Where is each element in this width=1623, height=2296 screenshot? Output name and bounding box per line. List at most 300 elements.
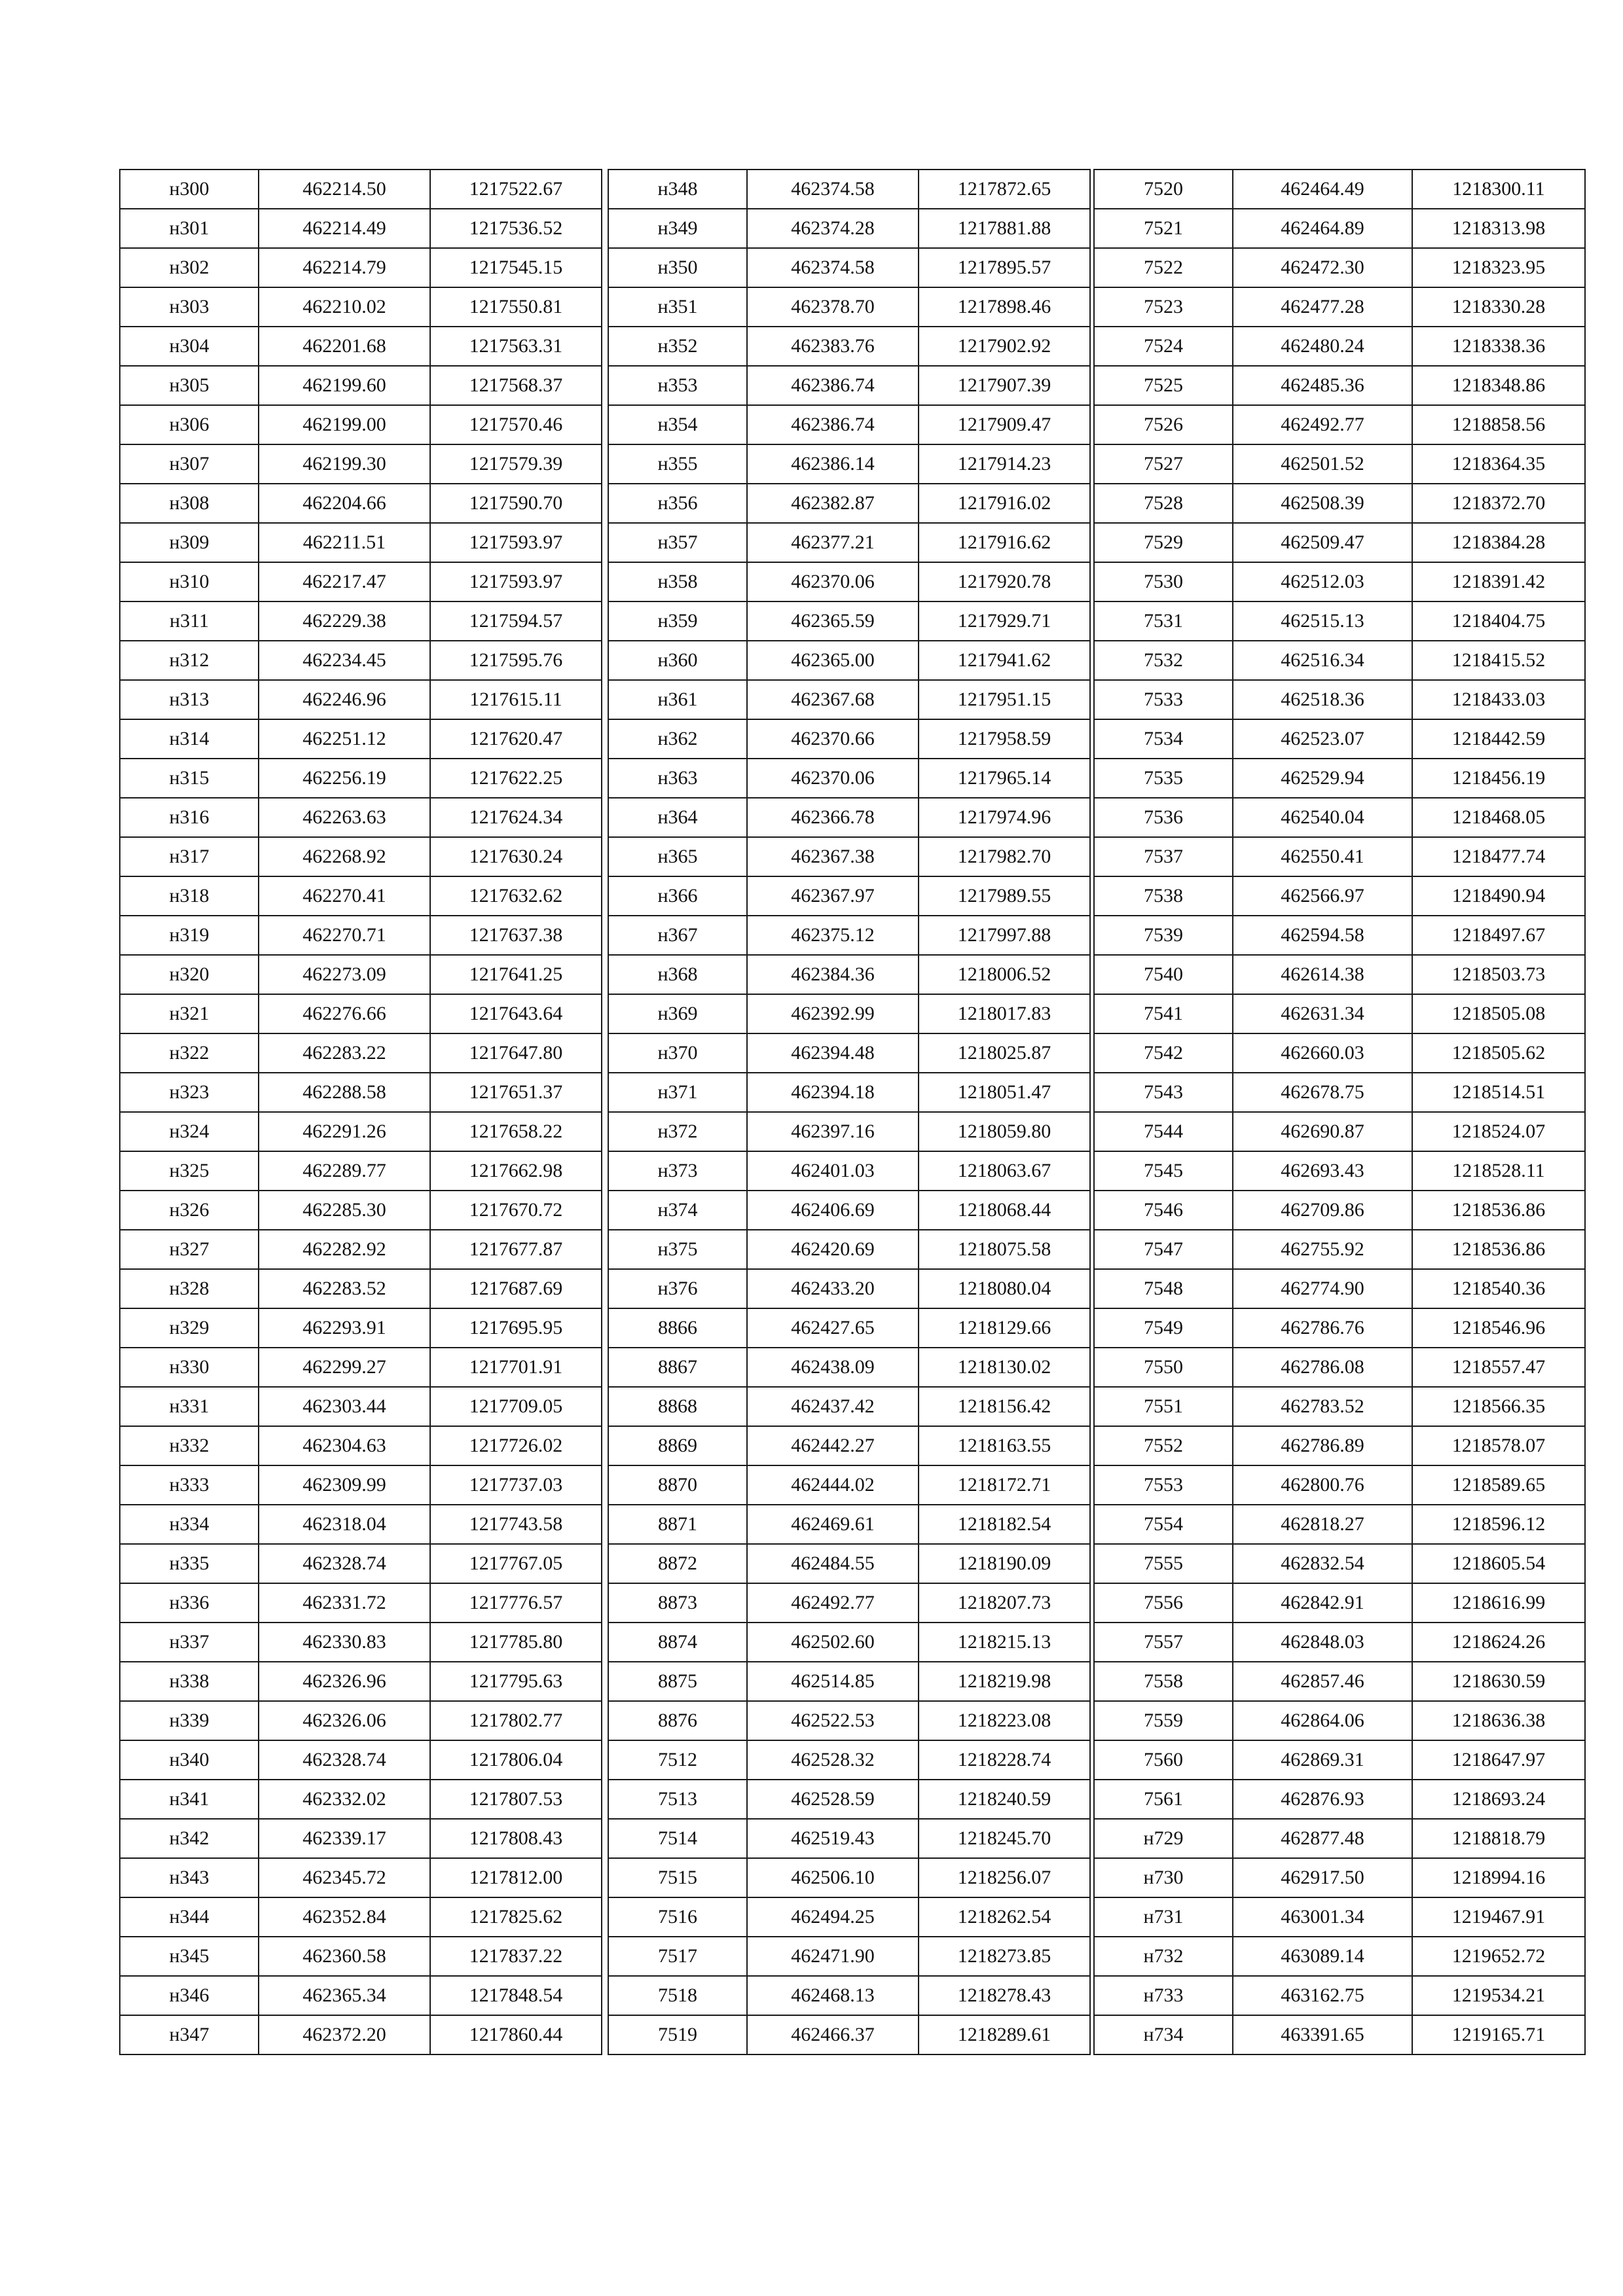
y-coordinate-cell: 1218223.08 xyxy=(919,1701,1090,1740)
table-row xyxy=(1094,1819,1585,1858)
point-id-cell: 7561 xyxy=(1094,1780,1233,1819)
x-coordinate-cell: 462273.09 xyxy=(259,955,430,994)
y-coordinate-cell: 1218528.11 xyxy=(1412,1151,1585,1191)
y-coordinate-cell: 1217909.47 xyxy=(919,405,1090,444)
coordinates-table-3 xyxy=(1093,169,1586,2055)
x-coordinate-cell: 462848.03 xyxy=(1233,1623,1412,1662)
x-coordinate-cell: 462406.69 xyxy=(747,1191,919,1230)
point-id-cell: н366 xyxy=(608,876,747,916)
y-coordinate-cell: 1217651.37 xyxy=(430,1073,602,1112)
x-coordinate-cell: 462365.34 xyxy=(259,1976,430,2015)
x-coordinate-cell: 462345.72 xyxy=(259,1858,430,1897)
point-id-cell: 7514 xyxy=(608,1819,747,1858)
point-id-cell: н319 xyxy=(120,916,259,955)
point-id-cell: н363 xyxy=(608,759,747,798)
table-row xyxy=(1094,837,1585,876)
point-id-cell: 7517 xyxy=(608,1937,747,1976)
y-coordinate-cell: 1218051.47 xyxy=(919,1073,1090,1112)
table-row xyxy=(1094,1937,1585,1976)
point-id-cell: н313 xyxy=(120,680,259,719)
y-coordinate-cell: 1218415.52 xyxy=(1412,641,1585,680)
y-coordinate-cell: 1218536.86 xyxy=(1412,1191,1585,1230)
table-row xyxy=(1094,405,1585,444)
x-coordinate-cell: 462332.02 xyxy=(259,1780,430,1819)
point-id-cell: 7532 xyxy=(1094,641,1233,680)
x-coordinate-cell: 462755.92 xyxy=(1233,1230,1412,1269)
table-row xyxy=(120,1230,602,1269)
table-row xyxy=(120,1426,602,1465)
point-id-cell: 7556 xyxy=(1094,1583,1233,1623)
x-coordinate-cell: 462276.66 xyxy=(259,994,430,1033)
y-coordinate-cell: 1218330.28 xyxy=(1412,287,1585,327)
y-coordinate-cell: 1217641.25 xyxy=(430,955,602,994)
table-row xyxy=(120,759,602,798)
table-row xyxy=(120,916,602,955)
x-coordinate-cell: 462438.09 xyxy=(747,1348,919,1387)
table-row xyxy=(120,1819,602,1858)
point-id-cell: н348 xyxy=(608,170,747,209)
point-id-cell: н305 xyxy=(120,366,259,405)
y-coordinate-cell: 1217958.59 xyxy=(919,719,1090,759)
table-row xyxy=(608,287,1090,327)
table-row xyxy=(120,1937,602,1976)
y-coordinate-cell: 1218163.55 xyxy=(919,1426,1090,1465)
y-coordinate-cell: 1218557.47 xyxy=(1412,1348,1585,1387)
x-coordinate-cell: 462519.43 xyxy=(747,1819,919,1858)
x-coordinate-cell: 462370.66 xyxy=(747,719,919,759)
point-id-cell: 7521 xyxy=(1094,209,1233,248)
x-coordinate-cell: 462256.19 xyxy=(259,759,430,798)
table-row xyxy=(120,1348,602,1387)
y-coordinate-cell: 1217622.25 xyxy=(430,759,602,798)
y-coordinate-cell: 1218228.74 xyxy=(919,1740,1090,1780)
table-row xyxy=(1094,1151,1585,1191)
table-row xyxy=(608,2015,1090,2054)
table-row xyxy=(120,1583,602,1623)
y-coordinate-cell: 1217637.38 xyxy=(430,916,602,955)
y-coordinate-cell: 1217837.22 xyxy=(430,1937,602,1976)
point-id-cell: н339 xyxy=(120,1701,259,1740)
y-coordinate-cell: 1218540.36 xyxy=(1412,1269,1585,1308)
x-coordinate-cell: 462251.12 xyxy=(259,719,430,759)
point-id-cell: 8876 xyxy=(608,1701,747,1740)
y-coordinate-cell: 1218605.54 xyxy=(1412,1544,1585,1583)
point-id-cell: н357 xyxy=(608,523,747,562)
x-coordinate-cell: 462283.22 xyxy=(259,1033,430,1073)
x-coordinate-cell: 462289.77 xyxy=(259,1151,430,1191)
x-coordinate-cell: 462375.12 xyxy=(747,916,919,955)
y-coordinate-cell: 1217620.47 xyxy=(430,719,602,759)
table-row xyxy=(1094,1583,1585,1623)
table-row xyxy=(120,719,602,759)
y-coordinate-cell: 1217743.58 xyxy=(430,1505,602,1544)
x-coordinate-cell: 462877.48 xyxy=(1233,1819,1412,1858)
point-id-cell: н317 xyxy=(120,837,259,876)
y-coordinate-cell: 1217767.05 xyxy=(430,1544,602,1583)
table-row xyxy=(1094,759,1585,798)
x-coordinate-cell: 462328.74 xyxy=(259,1544,430,1583)
table-row xyxy=(1094,1426,1585,1465)
table-row xyxy=(120,1191,602,1230)
x-coordinate-cell: 462869.31 xyxy=(1233,1740,1412,1780)
y-coordinate-cell: 1217670.72 xyxy=(430,1191,602,1230)
y-coordinate-cell: 1218546.96 xyxy=(1412,1308,1585,1348)
x-coordinate-cell: 462246.96 xyxy=(259,680,430,719)
x-coordinate-cell: 463162.75 xyxy=(1233,1976,1412,2015)
table-row xyxy=(608,1623,1090,1662)
x-coordinate-cell: 462464.49 xyxy=(1233,170,1412,209)
table-row xyxy=(608,1230,1090,1269)
y-coordinate-cell: 1217590.70 xyxy=(430,484,602,523)
point-id-cell: н301 xyxy=(120,209,259,248)
x-coordinate-cell: 462523.07 xyxy=(1233,719,1412,759)
y-coordinate-cell: 1218190.09 xyxy=(919,1544,1090,1583)
table-row xyxy=(120,1151,602,1191)
table-row xyxy=(120,562,602,601)
x-coordinate-cell: 462471.90 xyxy=(747,1937,919,1976)
point-id-cell: н353 xyxy=(608,366,747,405)
y-coordinate-cell: 1219467.91 xyxy=(1412,1897,1585,1937)
x-coordinate-cell: 462786.89 xyxy=(1233,1426,1412,1465)
table-row xyxy=(1094,1858,1585,1897)
y-coordinate-cell: 1218348.86 xyxy=(1412,366,1585,405)
y-coordinate-cell: 1217860.44 xyxy=(430,2015,602,2054)
point-id-cell: н311 xyxy=(120,601,259,641)
point-id-cell: 7555 xyxy=(1094,1544,1233,1583)
table-row xyxy=(120,1387,602,1426)
table-row xyxy=(120,170,602,209)
y-coordinate-cell: 1218289.61 xyxy=(919,2015,1090,2054)
x-coordinate-cell: 462282.92 xyxy=(259,1230,430,1269)
y-coordinate-cell: 1217941.62 xyxy=(919,641,1090,680)
table-row xyxy=(608,1937,1090,1976)
point-id-cell: н360 xyxy=(608,641,747,680)
point-id-cell: 7549 xyxy=(1094,1308,1233,1348)
y-coordinate-cell: 1217594.57 xyxy=(430,601,602,641)
x-coordinate-cell: 462401.03 xyxy=(747,1151,919,1191)
point-id-cell: 7539 xyxy=(1094,916,1233,955)
table-row xyxy=(608,444,1090,484)
table-row xyxy=(608,994,1090,1033)
point-id-cell: н332 xyxy=(120,1426,259,1465)
point-id-cell: н341 xyxy=(120,1780,259,1819)
point-id-cell: н370 xyxy=(608,1033,747,1073)
x-coordinate-cell: 462594.58 xyxy=(1233,916,1412,955)
y-coordinate-cell: 1218207.73 xyxy=(919,1583,1090,1623)
table-row xyxy=(608,1191,1090,1230)
x-coordinate-cell: 462800.76 xyxy=(1233,1465,1412,1505)
point-id-cell: н306 xyxy=(120,405,259,444)
x-coordinate-cell: 462309.99 xyxy=(259,1465,430,1505)
y-coordinate-cell: 1217902.92 xyxy=(919,327,1090,366)
x-coordinate-cell: 463089.14 xyxy=(1233,1937,1412,1976)
table-row xyxy=(1094,641,1585,680)
table-row xyxy=(1094,562,1585,601)
x-coordinate-cell: 462383.76 xyxy=(747,327,919,366)
point-id-cell: 8872 xyxy=(608,1544,747,1583)
table-row xyxy=(1094,1230,1585,1269)
point-id-cell: н303 xyxy=(120,287,259,327)
x-coordinate-cell: 462857.46 xyxy=(1233,1662,1412,1701)
point-id-cell: 7553 xyxy=(1094,1465,1233,1505)
y-coordinate-cell: 1218647.97 xyxy=(1412,1740,1585,1780)
point-id-cell: н733 xyxy=(1094,1976,1233,2015)
point-id-cell: 7533 xyxy=(1094,680,1233,719)
x-coordinate-cell: 462291.26 xyxy=(259,1112,430,1151)
x-coordinate-cell: 462477.28 xyxy=(1233,287,1412,327)
point-id-cell: 7551 xyxy=(1094,1387,1233,1426)
point-id-cell: н734 xyxy=(1094,2015,1233,2054)
y-coordinate-cell: 1217677.87 xyxy=(430,1230,602,1269)
table-row xyxy=(120,248,602,287)
x-coordinate-cell: 462420.69 xyxy=(747,1230,919,1269)
y-coordinate-cell: 1217522.67 xyxy=(430,170,602,209)
table-row xyxy=(120,523,602,562)
point-id-cell: н331 xyxy=(120,1387,259,1426)
y-coordinate-cell: 1217806.04 xyxy=(430,1740,602,1780)
table-row xyxy=(120,444,602,484)
point-id-cell: н308 xyxy=(120,484,259,523)
table-row xyxy=(1094,444,1585,484)
x-coordinate-cell: 462876.93 xyxy=(1233,1780,1412,1819)
x-coordinate-cell: 462374.28 xyxy=(747,209,919,248)
table-row xyxy=(120,1623,602,1662)
x-coordinate-cell: 462199.30 xyxy=(259,444,430,484)
x-coordinate-cell: 462331.72 xyxy=(259,1583,430,1623)
table-row xyxy=(120,209,602,248)
point-id-cell: н327 xyxy=(120,1230,259,1269)
y-coordinate-cell: 1218245.70 xyxy=(919,1819,1090,1858)
x-coordinate-cell: 462304.63 xyxy=(259,1426,430,1465)
x-coordinate-cell: 462386.74 xyxy=(747,366,919,405)
point-id-cell: н343 xyxy=(120,1858,259,1897)
table-row xyxy=(120,1780,602,1819)
table-row xyxy=(1094,366,1585,405)
y-coordinate-cell: 1217914.23 xyxy=(919,444,1090,484)
point-id-cell: 7548 xyxy=(1094,1269,1233,1308)
point-id-cell: 7545 xyxy=(1094,1151,1233,1191)
table-row xyxy=(608,1112,1090,1151)
point-id-cell: 7519 xyxy=(608,2015,747,2054)
point-id-cell: 7531 xyxy=(1094,601,1233,641)
table-row xyxy=(1094,1623,1585,1662)
y-coordinate-cell: 1218468.05 xyxy=(1412,798,1585,837)
y-coordinate-cell: 1217709.05 xyxy=(430,1387,602,1426)
point-id-cell: н328 xyxy=(120,1269,259,1308)
point-id-cell: н315 xyxy=(120,759,259,798)
table-row xyxy=(1094,1308,1585,1348)
y-coordinate-cell: 1218313.98 xyxy=(1412,209,1585,248)
y-coordinate-cell: 1217989.55 xyxy=(919,876,1090,916)
point-id-cell: 7557 xyxy=(1094,1623,1233,1662)
y-coordinate-cell: 1218404.75 xyxy=(1412,601,1585,641)
y-coordinate-cell: 1217808.43 xyxy=(430,1819,602,1858)
table-row xyxy=(1094,1701,1585,1740)
table-row xyxy=(120,1033,602,1073)
point-id-cell: н316 xyxy=(120,798,259,837)
y-coordinate-cell: 1217615.11 xyxy=(430,680,602,719)
y-coordinate-cell: 1217951.15 xyxy=(919,680,1090,719)
x-coordinate-cell: 462468.13 xyxy=(747,1976,919,2015)
point-id-cell: 7544 xyxy=(1094,1112,1233,1151)
x-coordinate-cell: 462201.68 xyxy=(259,327,430,366)
table-row xyxy=(1094,523,1585,562)
table-row xyxy=(608,1505,1090,1544)
y-coordinate-cell: 1217624.34 xyxy=(430,798,602,837)
y-coordinate-cell: 1217807.53 xyxy=(430,1780,602,1819)
y-coordinate-cell: 1217726.02 xyxy=(430,1426,602,1465)
y-coordinate-cell: 1217848.54 xyxy=(430,1976,602,2015)
table-row xyxy=(120,327,602,366)
table-row xyxy=(120,601,602,641)
point-id-cell: н368 xyxy=(608,955,747,994)
x-coordinate-cell: 462512.03 xyxy=(1233,562,1412,601)
y-coordinate-cell: 1218240.59 xyxy=(919,1780,1090,1819)
y-coordinate-cell: 1217570.46 xyxy=(430,405,602,444)
y-coordinate-cell: 1217929.71 xyxy=(919,601,1090,641)
x-coordinate-cell: 462386.14 xyxy=(747,444,919,484)
y-coordinate-cell: 1218589.65 xyxy=(1412,1465,1585,1505)
table-row xyxy=(120,641,602,680)
y-coordinate-cell: 1218624.26 xyxy=(1412,1623,1585,1662)
table-row xyxy=(120,1976,602,2015)
point-id-cell: н361 xyxy=(608,680,747,719)
table-row xyxy=(608,1819,1090,1858)
table-row xyxy=(1094,1073,1585,1112)
y-coordinate-cell: 1218172.71 xyxy=(919,1465,1090,1505)
y-coordinate-cell: 1217825.62 xyxy=(430,1897,602,1937)
point-id-cell: н373 xyxy=(608,1151,747,1191)
point-id-cell: 8869 xyxy=(608,1426,747,1465)
table-row xyxy=(120,798,602,837)
x-coordinate-cell: 462678.75 xyxy=(1233,1073,1412,1112)
x-coordinate-cell: 463001.34 xyxy=(1233,1897,1412,1937)
point-id-cell: 7528 xyxy=(1094,484,1233,523)
y-coordinate-cell: 1217695.95 xyxy=(430,1308,602,1348)
x-coordinate-cell: 462326.96 xyxy=(259,1662,430,1701)
table-row xyxy=(120,955,602,994)
table-row xyxy=(608,1662,1090,1701)
y-coordinate-cell: 1218372.70 xyxy=(1412,484,1585,523)
point-id-cell: 7540 xyxy=(1094,955,1233,994)
point-id-cell: 7518 xyxy=(608,1976,747,2015)
y-coordinate-cell: 1217907.39 xyxy=(919,366,1090,405)
point-id-cell: 7534 xyxy=(1094,719,1233,759)
table-row xyxy=(1094,1544,1585,1583)
point-id-cell: 8871 xyxy=(608,1505,747,1544)
point-id-cell: н376 xyxy=(608,1269,747,1308)
point-id-cell: н320 xyxy=(120,955,259,994)
point-id-cell: н312 xyxy=(120,641,259,680)
y-coordinate-cell: 1217545.15 xyxy=(430,248,602,287)
point-id-cell: 7527 xyxy=(1094,444,1233,484)
point-id-cell: н351 xyxy=(608,287,747,327)
y-coordinate-cell: 1218059.80 xyxy=(919,1112,1090,1151)
x-coordinate-cell: 462382.87 xyxy=(747,484,919,523)
x-coordinate-cell: 462293.91 xyxy=(259,1308,430,1348)
point-id-cell: н344 xyxy=(120,1897,259,1937)
x-coordinate-cell: 462374.58 xyxy=(747,170,919,209)
x-coordinate-cell: 462229.38 xyxy=(259,601,430,641)
y-coordinate-cell: 1217898.46 xyxy=(919,287,1090,327)
point-id-cell: н347 xyxy=(120,2015,259,2054)
table-row xyxy=(608,1976,1090,2015)
x-coordinate-cell: 462210.02 xyxy=(259,287,430,327)
x-coordinate-cell: 462514.85 xyxy=(747,1662,919,1701)
y-coordinate-cell: 1217643.64 xyxy=(430,994,602,1033)
y-coordinate-cell: 1217795.63 xyxy=(430,1662,602,1701)
x-coordinate-cell: 462480.24 xyxy=(1233,327,1412,366)
y-coordinate-cell: 1218490.94 xyxy=(1412,876,1585,916)
table-row xyxy=(608,798,1090,837)
point-id-cell: н352 xyxy=(608,327,747,366)
x-coordinate-cell: 462199.60 xyxy=(259,366,430,405)
x-coordinate-cell: 462550.41 xyxy=(1233,837,1412,876)
table-row xyxy=(608,719,1090,759)
table-row xyxy=(120,680,602,719)
table-row xyxy=(608,1426,1090,1465)
x-coordinate-cell: 462566.97 xyxy=(1233,876,1412,916)
table-row xyxy=(120,1465,602,1505)
table-row xyxy=(608,1269,1090,1308)
x-coordinate-cell: 462437.42 xyxy=(747,1387,919,1426)
table-row xyxy=(608,1387,1090,1426)
table-row xyxy=(120,1073,602,1112)
point-id-cell: н324 xyxy=(120,1112,259,1151)
table-row xyxy=(608,1701,1090,1740)
y-coordinate-cell: 1218273.85 xyxy=(919,1937,1090,1976)
point-id-cell: н307 xyxy=(120,444,259,484)
table-row xyxy=(608,1308,1090,1348)
table-row xyxy=(1094,1465,1585,1505)
x-coordinate-cell: 462774.90 xyxy=(1233,1269,1412,1308)
x-coordinate-cell: 462917.50 xyxy=(1233,1858,1412,1897)
point-id-cell: н304 xyxy=(120,327,259,366)
table-row xyxy=(608,405,1090,444)
table-row xyxy=(608,1073,1090,1112)
y-coordinate-cell: 1218818.79 xyxy=(1412,1819,1585,1858)
y-coordinate-cell: 1217568.37 xyxy=(430,366,602,405)
point-id-cell: 7546 xyxy=(1094,1191,1233,1230)
table-row xyxy=(120,1740,602,1780)
table-row xyxy=(120,1701,602,1740)
point-id-cell: 7524 xyxy=(1094,327,1233,366)
table-row xyxy=(1094,1269,1585,1308)
x-coordinate-cell: 462367.68 xyxy=(747,680,919,719)
table-row xyxy=(120,484,602,523)
x-coordinate-cell: 462442.27 xyxy=(747,1426,919,1465)
table-row xyxy=(120,837,602,876)
x-coordinate-cell: 462522.53 xyxy=(747,1701,919,1740)
y-coordinate-cell: 1218017.83 xyxy=(919,994,1090,1033)
point-id-cell: н310 xyxy=(120,562,259,601)
y-coordinate-cell: 1217785.80 xyxy=(430,1623,602,1662)
table-row xyxy=(1094,1033,1585,1073)
x-coordinate-cell: 462288.58 xyxy=(259,1073,430,1112)
table-row xyxy=(608,1348,1090,1387)
y-coordinate-cell: 1217593.97 xyxy=(430,562,602,601)
point-id-cell: 7547 xyxy=(1094,1230,1233,1269)
y-coordinate-cell: 1217563.31 xyxy=(430,327,602,366)
point-id-cell: н314 xyxy=(120,719,259,759)
y-coordinate-cell: 1218391.42 xyxy=(1412,562,1585,601)
point-id-cell: н731 xyxy=(1094,1897,1233,1937)
point-id-cell: н330 xyxy=(120,1348,259,1387)
y-coordinate-cell: 1218442.59 xyxy=(1412,719,1585,759)
y-coordinate-cell: 1217920.78 xyxy=(919,562,1090,601)
point-id-cell: н372 xyxy=(608,1112,747,1151)
table-row xyxy=(608,680,1090,719)
